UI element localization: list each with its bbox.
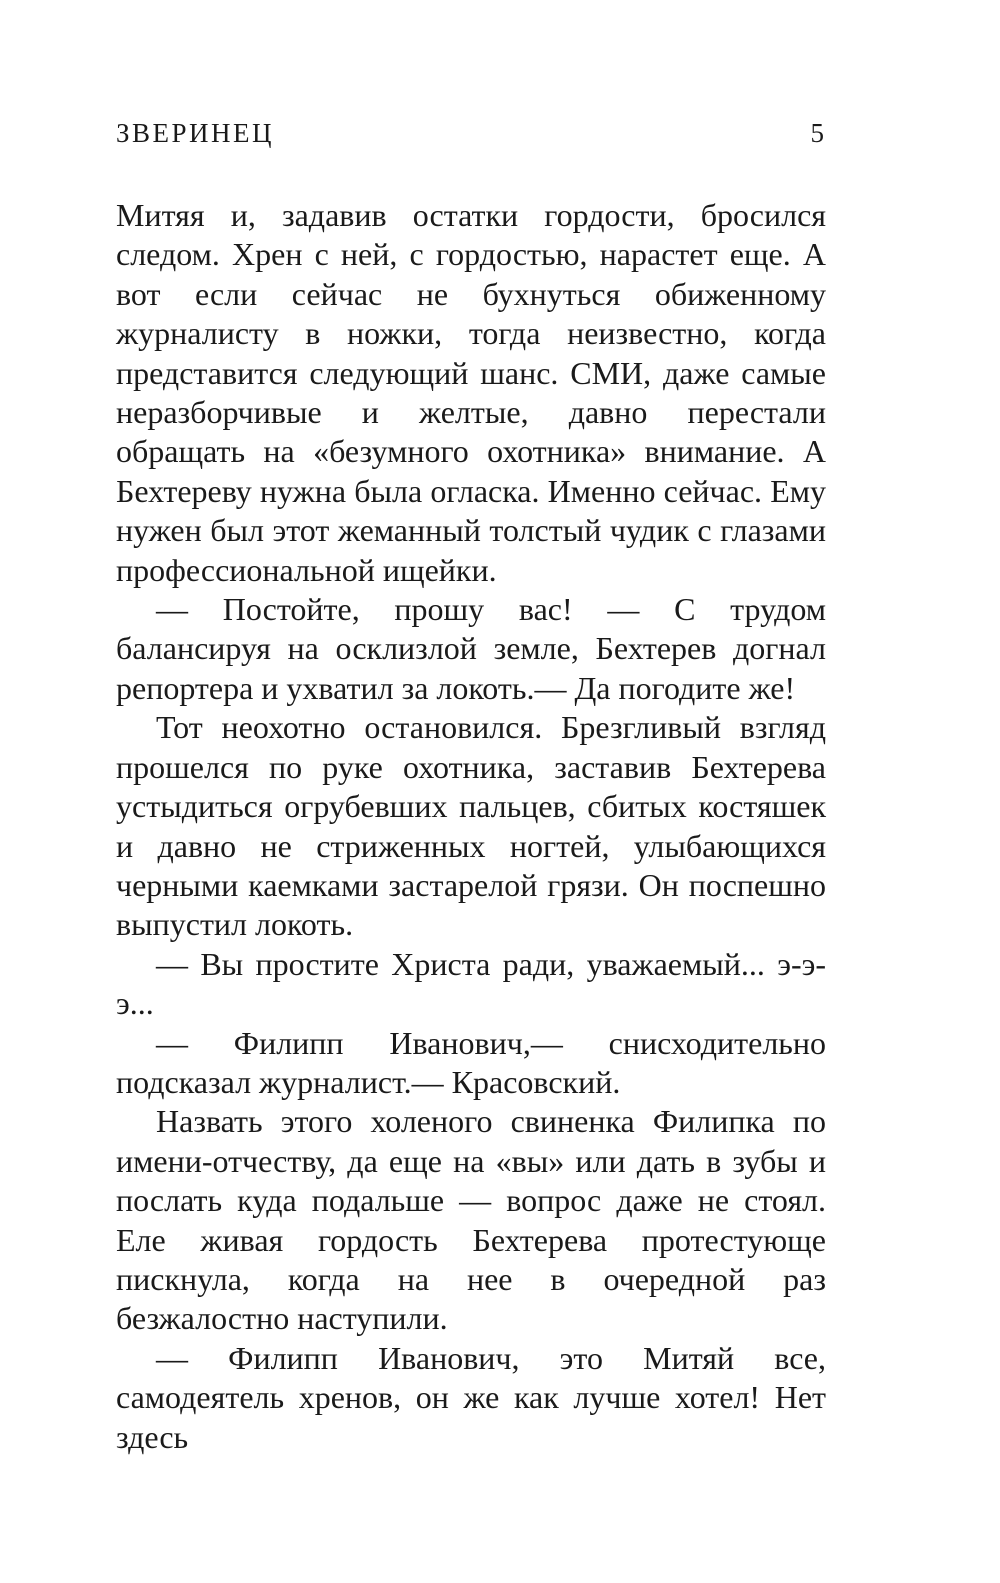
paragraph-3: Тот неохотно остановился. Брезгливый взгляд прошелся по руке охотника, заставив Бехтерева устыдиться огрубевших пальцев, сбитых костяшек и давно не стриженных ногтей, улыбающихся черными каемками застарелой грязи. Он поспешно выпустил локоть. <box>116 709 826 943</box>
paragraph-6: Назвать этого холеного свиненка Филипка по имени-отчеству, да еще на «вы» или дать в зубы и послать куда подальше — вопрос даже не стоял. Еле живая гордость Бехтерева протестующе пискнула, когда на нее в очередной раз безжалостно наступили. <box>116 1103 826 1337</box>
paragraph-5: — Филипп Иванович,— снисходительно подсказал журналист.— Красовский. <box>116 1024 826 1100</box>
paragraph-1: Митяя и, задавив остатки гордости, бросился следом. Хрен с ней, с гордостью, нарастет еще. А вот если сейчас не бухнуться обиженному журналисту в ножки, тогда неизвестно, когда представится следующий шанс. СМИ, даже самые неразборчивые и желтые, давно перестали обращать на «безумного охотника» внимание. А Бехтереву нужна была огласка. Именно сейчас. Ему нужен был этот жеманный толстый чудик с глазами профессиональной ищейки. <box>116 197 826 588</box>
paragraph-7: — Филипп Иванович, это Митяй все, самодеятель хренов, он же как лучше хотел! Нет здесь <box>116 1339 826 1455</box>
running-title: ЗВЕРИНЕЦ <box>116 118 275 148</box>
page-number: 5 <box>810 118 826 148</box>
running-head <box>116 118 826 166</box>
body-text <box>116 196 826 1457</box>
paragraph-4: — Вы простите Христа ради, уважаемый... э-э-э... <box>116 945 826 1022</box>
book-page <box>116 118 826 1457</box>
paragraph-2: — Постойте, прошу вас! — С трудом балансируя на осклизлой земле, Бехтерев догнал репортера и ухватил за локоть.— Да погодите же! <box>116 591 826 706</box>
